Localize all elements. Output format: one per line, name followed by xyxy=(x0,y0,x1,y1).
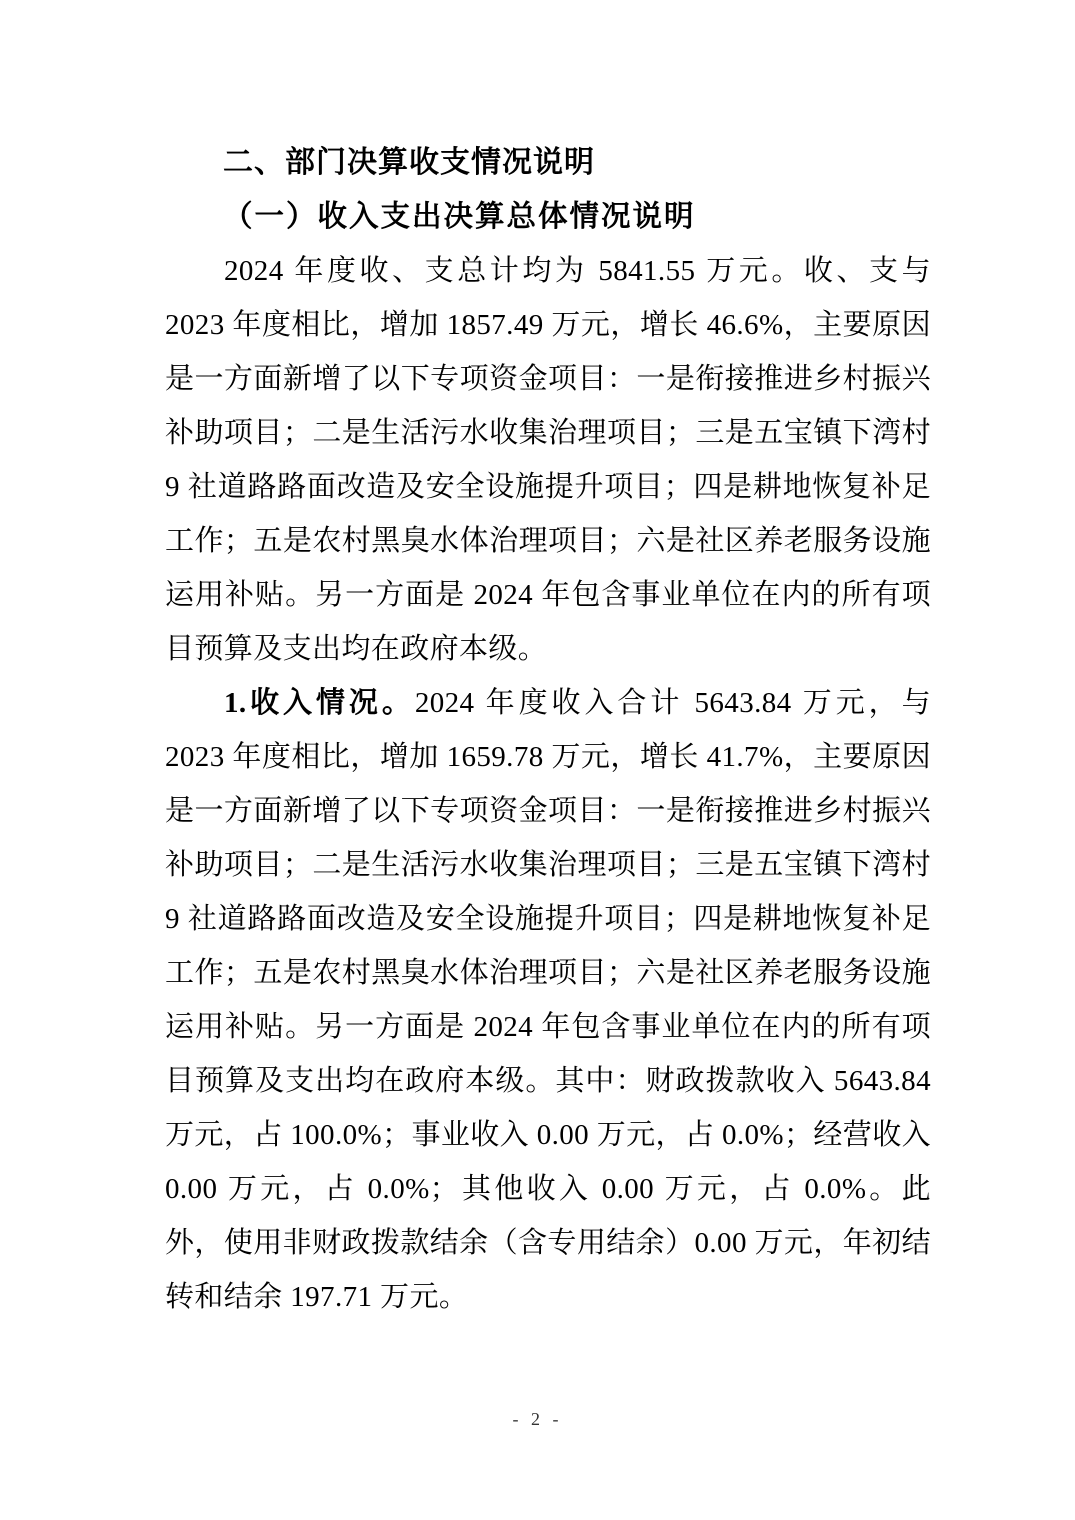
section-heading: 二、部门决算收支情况说明 xyxy=(223,146,595,179)
paragraph-overall-summary xyxy=(165,244,931,676)
paragraph-income-situation xyxy=(165,676,931,1324)
page-number: - 2 - xyxy=(512,1409,563,1429)
paragraph-income-lead: 1.收入情况。 xyxy=(224,687,415,719)
document-body xyxy=(165,136,931,1324)
paragraph-income-text: 2024 年度收入合计 5643.84 万元，与 2023 年度相比，增加 1659.78 万元，增长 41.7%，主要原因是一方面新增了以下专项资金项目：一是衔接推进乡村振兴补助项目；二是生活污水收集治理项目；三是五宝镇下湾村 9 社道路路面改造及安全设施提升项目；四是耕地恢复补足工作；五是农村黑臭水体治理项目；六是社区养老服务设施运用补贴。另一方面是 2024 年包含事业单位在内的所有项目预算及支出均在政府本级。其中：财政拨款收入 5643.84 万元，占 100.0%；事业收入 0.00 万元，占 0.0%；经营收入 0.00 万元，占 0.0%；其他收入 0.00 万元，占 0.0%。此外，使用非财政拨款结余（含专用结余）0.00 万元，年初结转和结余 197.71 万元。 xyxy=(165,687,931,1313)
subsection-heading: （一）收入支出决算总体情况说明 xyxy=(223,201,696,233)
paragraph-overall-summary-text: 2024 年度收、支总计均为 5841.55 万元。收、支与 2023 年度相比，增加 1857.49 万元，增长 46.6%，主要原因是一方面新增了以下专项资金项目：一是衔接推进乡村振兴补助项目；二是生活污水收集治理项目；三是五宝镇下湾村 9 社道路路面改造及安全设施提升项目；四是耕地恢复补足工作；五是农村黑臭水体治理项目；六是社区养老服务设施运用补贴。另一方面是 2024 年包含事业单位在内的所有项目预算及支出均在政府本级。 xyxy=(165,255,931,665)
